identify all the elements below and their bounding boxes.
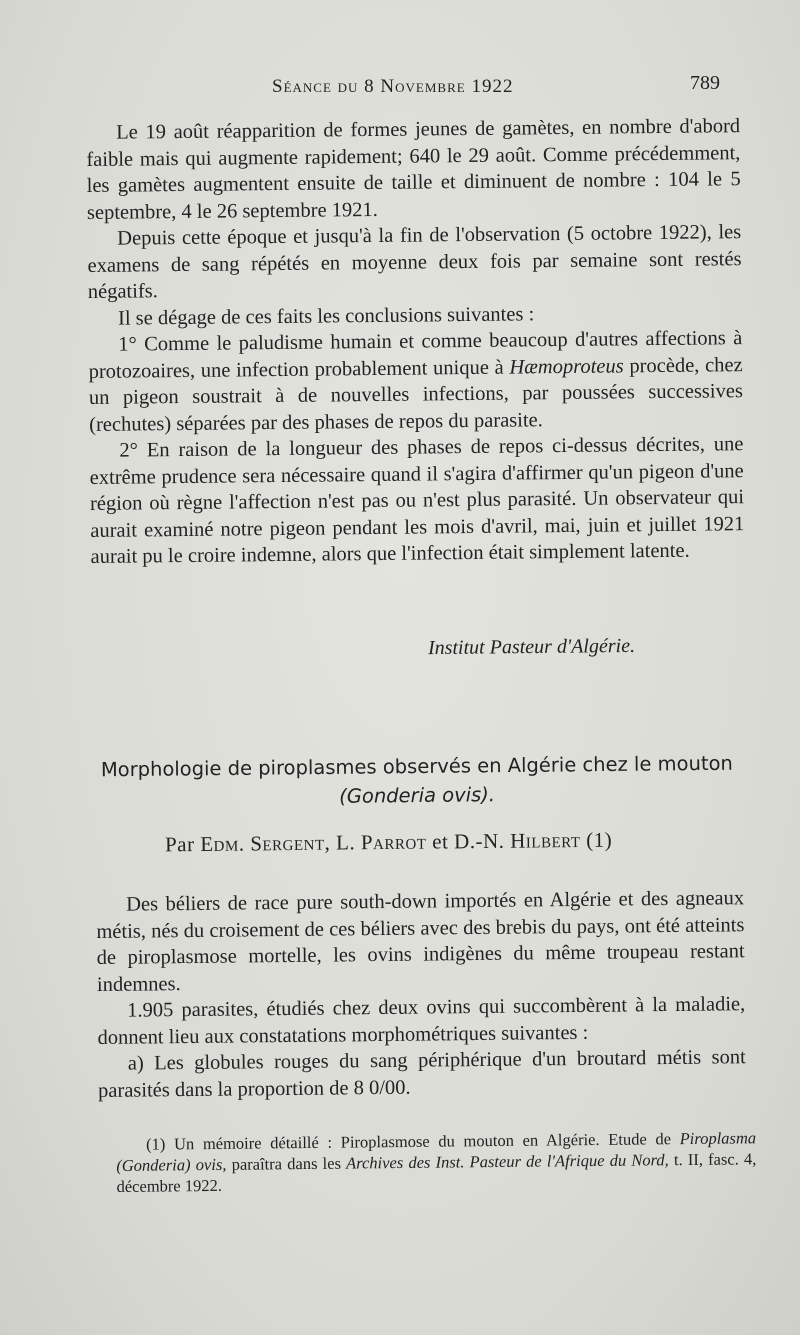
article-body [96,885,746,1104]
author-name: Edm. Sergent, [200,830,331,856]
page-number: 789 [690,72,720,94]
footnote-part: Archives des Inst. Pasteur de l'Afrique du Nord, [346,1150,669,1173]
article-title [92,749,743,814]
footnote-part: paraîtra dans les [231,1153,342,1174]
paragraph-conclusion-1 [88,325,743,438]
paragraph-text: procède, chez un pigeon soustrait à de nouvelles infections, par poussées successives (rechutes) séparées par des phases de repos du parasite. [88,353,743,436]
article-subtitle: (Gonderia ovis). [339,783,496,808]
paragraph: a) Les globules rouges du sang périphérique d'un broutard métis sont parasités dans la proportion de 8 0/00. [97,1046,746,1102]
article-authors [165,828,612,858]
author-name: D.-N. Hilbert [453,827,581,854]
genus-name: Hæmoproteus [509,354,624,379]
footnote-part: Piroplasma (Gonderia) ovis, [116,1128,757,1175]
paragraph: Des béliers de race pure south-down importés en Algérie et des agneaux métis, nés du croisement de ces béliers avec des brebis du pays, ont été atteints de piroplasmose mortelle, les ovins indigènes du même troupeau restant indemnes. [96,887,745,996]
paragraph-text: 1° Comme le paludisme humain et comme beaucoup d'autres affections à protozoaires, une infection probablement unique à [88,327,743,383]
signature: Institut Pasteur d'Algérie. [427,634,636,660]
footnote-reference: (1) [586,827,613,852]
authors-and: et [432,829,449,854]
author-name: L. Parrot [335,829,427,855]
top-section-text [86,113,745,570]
paragraph-conclusion-2: 2° En raison de la longueur des phases de repos ci-dessus décrites, une extrême prudence sera nécessaire quand il s'agira d'affirmer qu'un pigeon d'une région où règne l'affection n'est pas ou n'est plus parasité. Un observateur qui aurait examiné notre pigeon pendant les mois d'avril, mai, juin et juillet 1921 aurait pu le croire indemne, alors que l'infection était simplement latente. [89,433,745,568]
running-head: Séance du 8 Novembre 1922 [272,76,514,97]
article-title-main: Morphologie de piroplasmes observés en Algérie chez le mouton [100,751,733,782]
page-header [0,72,800,102]
footnote-part: (1) Un mémoire détaillé : Piroplasmose du mouton en Algérie. Etude de [146,1129,672,1154]
paragraph: Il se dégage de ces faits les conclusions suivantes : [117,302,535,330]
paragraph: Le 19 août réapparition de formes jeunes de gamètes, en nombre d'abord faible mais qui augmente rapidement; 640 le 29 août. Comme précédemment, les gamètes augmentent ensuite de taille et diminuent de nombre : 104 le 5 septembre, 4 le 26 septembre 1921. [86,115,741,224]
paragraph: 1.905 parasites, étudiés chez deux ovins qui succombèrent à la maladie, donnent lieu aux constatations morphométriques suivantes : [97,993,746,1049]
footnote-text [116,1127,757,1197]
authors-prefix: Par [164,832,195,857]
footnote [116,1127,757,1197]
paragraph: Depuis cette époque et jusqu'à la fin de l'observation (5 octobre 1922), les examens de sang répétés en moyenne deux fois par semaine sont restés négatifs. [87,221,742,303]
footnote-part: t. II, fasc. 4, décembre 1922. [116,1149,757,1196]
